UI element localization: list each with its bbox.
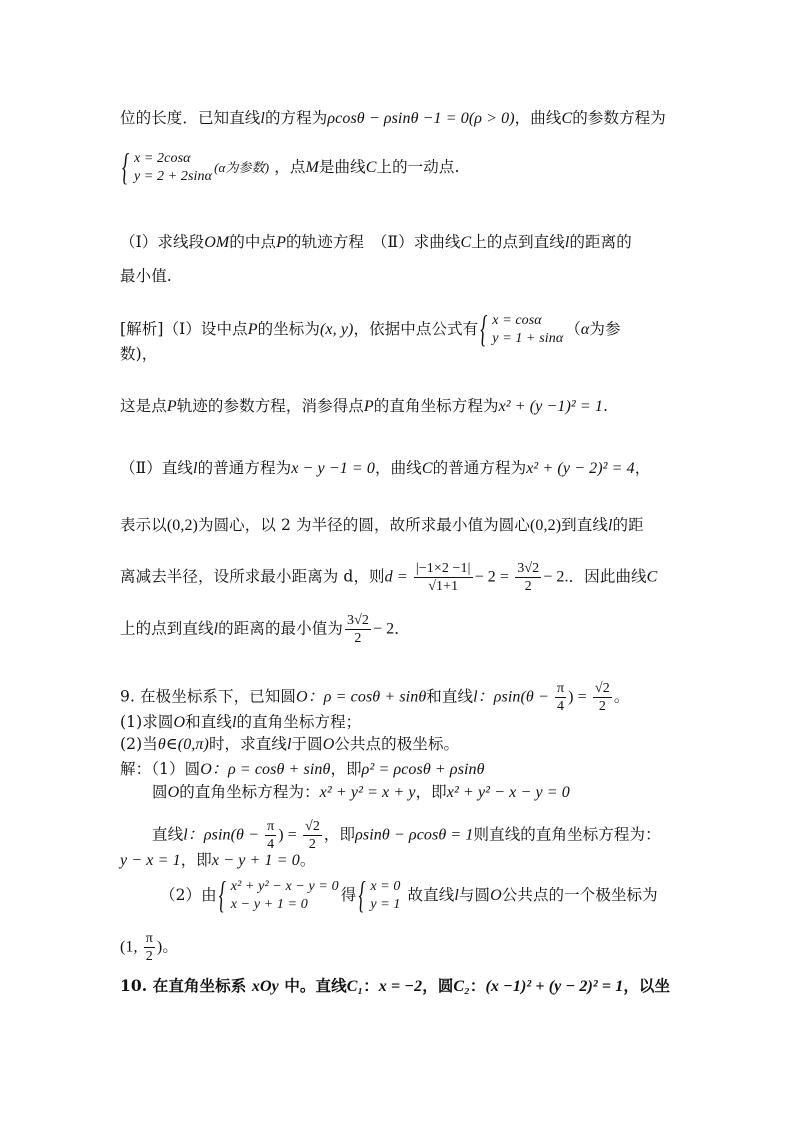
math: C (460, 234, 472, 251)
math: ρ² = ρcosθ + ρsinθ (361, 761, 485, 778)
numerator: √2 (305, 819, 320, 834)
math: − 2. (543, 568, 569, 586)
fraction (345, 612, 371, 647)
math: − 2 (372, 620, 395, 638)
math-note: (α为参数) (214, 160, 270, 175)
math: OM (204, 234, 230, 251)
text: 的参数方程为 (572, 109, 666, 127)
denominator: √1+1 (428, 579, 459, 594)
math: O (322, 736, 335, 753)
text: 的中点 (229, 233, 277, 251)
math: x² + y² = x + y (319, 784, 416, 801)
equation-system (122, 150, 212, 186)
text: 和直线 (185, 713, 232, 731)
text-line (120, 266, 172, 286)
math: (x, y) (320, 321, 354, 338)
text: 是曲线 (318, 158, 366, 176)
text: 。 (613, 687, 630, 706)
math: ) = (568, 688, 591, 706)
text: （Ⅰ）求线段 (120, 233, 205, 251)
text-line (120, 396, 608, 417)
text: 的普通方程为 (432, 459, 527, 477)
text-line (120, 232, 632, 253)
text: 则直线的直角坐标方程为： (473, 825, 661, 844)
math: l (607, 517, 613, 534)
text: 与圆 (458, 886, 491, 904)
math: l (183, 826, 188, 844)
text: 得 (340, 886, 357, 904)
equation-system (480, 312, 563, 348)
equation: { x = 0 (370, 879, 401, 894)
math: x² + y² − x − y = 0 (446, 784, 570, 801)
equation-system (219, 878, 339, 914)
text: 表示以 (120, 516, 167, 534)
text: 的轨迹方程 （Ⅱ）求曲线 (286, 233, 461, 251)
text: 这是点 (120, 397, 167, 415)
text-line (120, 734, 459, 755)
text: ，即 (415, 783, 447, 801)
math: ：ρsin(θ − (187, 826, 264, 844)
text: 位的长度．已知直线 (120, 109, 261, 127)
text-line (120, 560, 657, 595)
text: 时，求直线 (208, 735, 287, 753)
text: 解：（1）圆 (120, 760, 201, 778)
denominator: 4 (267, 837, 275, 852)
text: 上的一动点. (376, 158, 460, 176)
numerator: π (145, 931, 153, 946)
math: x − y + 1 = 0 (211, 852, 300, 869)
text: 的直角坐标方程为： (179, 783, 320, 801)
math: l (454, 887, 459, 904)
text: 的直角坐标方程为 (373, 397, 499, 415)
text: ， (634, 459, 651, 477)
text-line (120, 850, 315, 871)
text-line (120, 108, 666, 129)
text: （2）由 (160, 886, 217, 904)
text: 上的点到直线 (120, 619, 214, 638)
equation: { x² + y² − x − y = 0 (230, 879, 339, 894)
denominator: 2 (524, 579, 532, 594)
text-line (120, 930, 178, 965)
text: 到直线 (561, 516, 608, 534)
math: C (365, 159, 377, 176)
denominator: 2 (598, 699, 606, 714)
math: l (213, 620, 219, 638)
text: 和直线 (426, 687, 474, 706)
fraction (515, 560, 541, 595)
math: M (305, 159, 319, 176)
math: x = −2 (378, 978, 423, 995)
text: 的直角坐标方程； (236, 713, 362, 731)
math: l (193, 460, 198, 477)
math: (x −1)² + (y − 2)² = 1 (485, 978, 624, 995)
text: ，依据中点公式有 (353, 320, 479, 338)
text: 的距离的最小值为 (218, 619, 343, 638)
text: 直线 (152, 825, 184, 844)
text: 于圆 (291, 735, 323, 753)
text-line (160, 878, 658, 914)
math: α (580, 321, 590, 338)
text-line (120, 515, 644, 536)
math: xOy (251, 978, 279, 995)
text-line (120, 759, 485, 780)
math: ：ρ = cosθ + sinθ (307, 688, 427, 706)
math: θ∈(0,π) (157, 736, 209, 753)
math: O (296, 688, 308, 706)
math: ) = (278, 826, 302, 844)
math: P (247, 321, 258, 338)
text: 公共点的一个极坐标为 (501, 886, 658, 904)
text-line (120, 344, 157, 364)
text: 。 (299, 851, 316, 869)
text-line (152, 818, 661, 853)
math: O (167, 784, 180, 801)
text: 上的点到直线 (471, 233, 565, 251)
problem-9-title (120, 680, 629, 715)
math: C₁ (346, 978, 364, 995)
fraction (303, 818, 322, 853)
math: − 2 = (474, 568, 514, 586)
numerator: |−1×2 −1| (415, 561, 471, 576)
numerator: π (267, 819, 275, 834)
math: C (561, 110, 573, 127)
text: (2)当 (120, 735, 158, 753)
math: d = (384, 568, 412, 586)
denominator: 2 (145, 949, 153, 964)
text: ，曲线 (375, 459, 422, 477)
text: ，即 (180, 851, 212, 869)
fraction (414, 560, 473, 595)
text: 的坐标为 (257, 320, 320, 338)
math: l (260, 110, 265, 127)
text: . (603, 397, 609, 415)
text: ，即 (330, 760, 362, 778)
text-line (152, 782, 570, 803)
math: C (421, 460, 433, 477)
math: x² + (y − 2)² = 4 (526, 460, 635, 477)
text: 圆 (152, 783, 168, 801)
math: O (173, 714, 186, 731)
text: 轨迹的参数方程，消参得点 (176, 397, 364, 415)
text: 的距 (612, 516, 644, 534)
math: P (276, 234, 287, 251)
math: C (646, 568, 658, 586)
math: (0,2) (530, 517, 562, 534)
math: ρcosθ − ρsinθ −1 = 0(ρ > 0) (327, 110, 515, 127)
text: ，曲线 (514, 109, 562, 127)
math: ：ρ = cosθ + sinθ (211, 761, 331, 778)
text: 。 (162, 937, 178, 956)
math: x² + (y −1)² = 1 (498, 398, 604, 415)
denominator: 2 (308, 837, 317, 852)
fraction (593, 680, 612, 715)
equation: { x = 2cosα (134, 151, 191, 166)
text: （ (565, 320, 581, 338)
equation: { x = cosα (492, 313, 542, 328)
text: ： (469, 976, 486, 995)
math: x − y −1 = 0 (291, 460, 375, 477)
text: ． (394, 619, 410, 638)
text: ，圆 (422, 976, 454, 995)
math: P (363, 398, 374, 415)
text: 10. 在直角坐标系 (120, 976, 252, 995)
text-line (120, 612, 410, 647)
text: (1)求圆 (120, 713, 174, 731)
text: 9. 在极坐标系下，已知圆 (120, 687, 297, 706)
problem-10-title (120, 976, 670, 997)
text: 的方程为 (264, 109, 328, 127)
math: (0,2) (166, 517, 198, 534)
denominator: 4 (557, 699, 565, 714)
text: 公共点的极坐标。 (334, 735, 460, 753)
math: l (564, 234, 570, 251)
math: ρsinθ − ρcosθ = 1 (355, 826, 474, 844)
text: 数)， (120, 345, 158, 363)
numerator: √2 (594, 681, 610, 696)
text: 的普通方程为 (197, 459, 292, 477)
equation-system (358, 878, 400, 914)
equation: y = 2 + 2sinα (134, 169, 213, 184)
math: l (231, 714, 237, 731)
numerator: 3√2 (346, 613, 369, 628)
fraction (144, 930, 155, 965)
equation: y = 1 (370, 897, 401, 912)
math: C₂ (453, 978, 470, 995)
math: O (200, 761, 212, 778)
text: 最小值. (120, 267, 172, 285)
fraction (265, 818, 276, 853)
text: ： (363, 976, 379, 995)
text-line (120, 458, 650, 479)
text: ，以坐 (623, 976, 671, 995)
math: P (166, 398, 177, 415)
math: ) (156, 938, 163, 956)
numerator: π (556, 681, 565, 696)
text-line (120, 312, 621, 348)
text-line (120, 712, 361, 733)
text: 中。直线 (278, 976, 347, 995)
equation: x − y + 1 = 0 (230, 897, 308, 912)
text: 离减去半径，设所求最小距离为 d，则 (120, 567, 385, 586)
equation: y = 1 + sinα (492, 331, 564, 346)
math: O (490, 887, 502, 904)
text: 的距离的 (569, 233, 632, 251)
math: l (286, 736, 292, 753)
math: ：ρsin(θ − (477, 688, 553, 706)
math: (1, (120, 938, 142, 956)
text: ．因此曲线 (568, 567, 647, 586)
text: ，即 (323, 825, 356, 844)
text: 为圆心，以 2 为半径的圆，故所求最小值为圆心 (197, 516, 530, 534)
math: y − x = 1 (120, 852, 181, 869)
math: l (473, 688, 478, 706)
denominator: 2 (354, 631, 362, 646)
numerator: 3√2 (517, 561, 540, 576)
text: 为参 (589, 320, 621, 338)
text-line (120, 150, 460, 186)
text: [解析]（Ⅰ）设中点 (120, 320, 248, 338)
text: ，点 (274, 158, 306, 176)
text: （Ⅱ）直线 (120, 459, 194, 477)
fraction (555, 680, 566, 715)
text: 故直线 (407, 886, 455, 904)
